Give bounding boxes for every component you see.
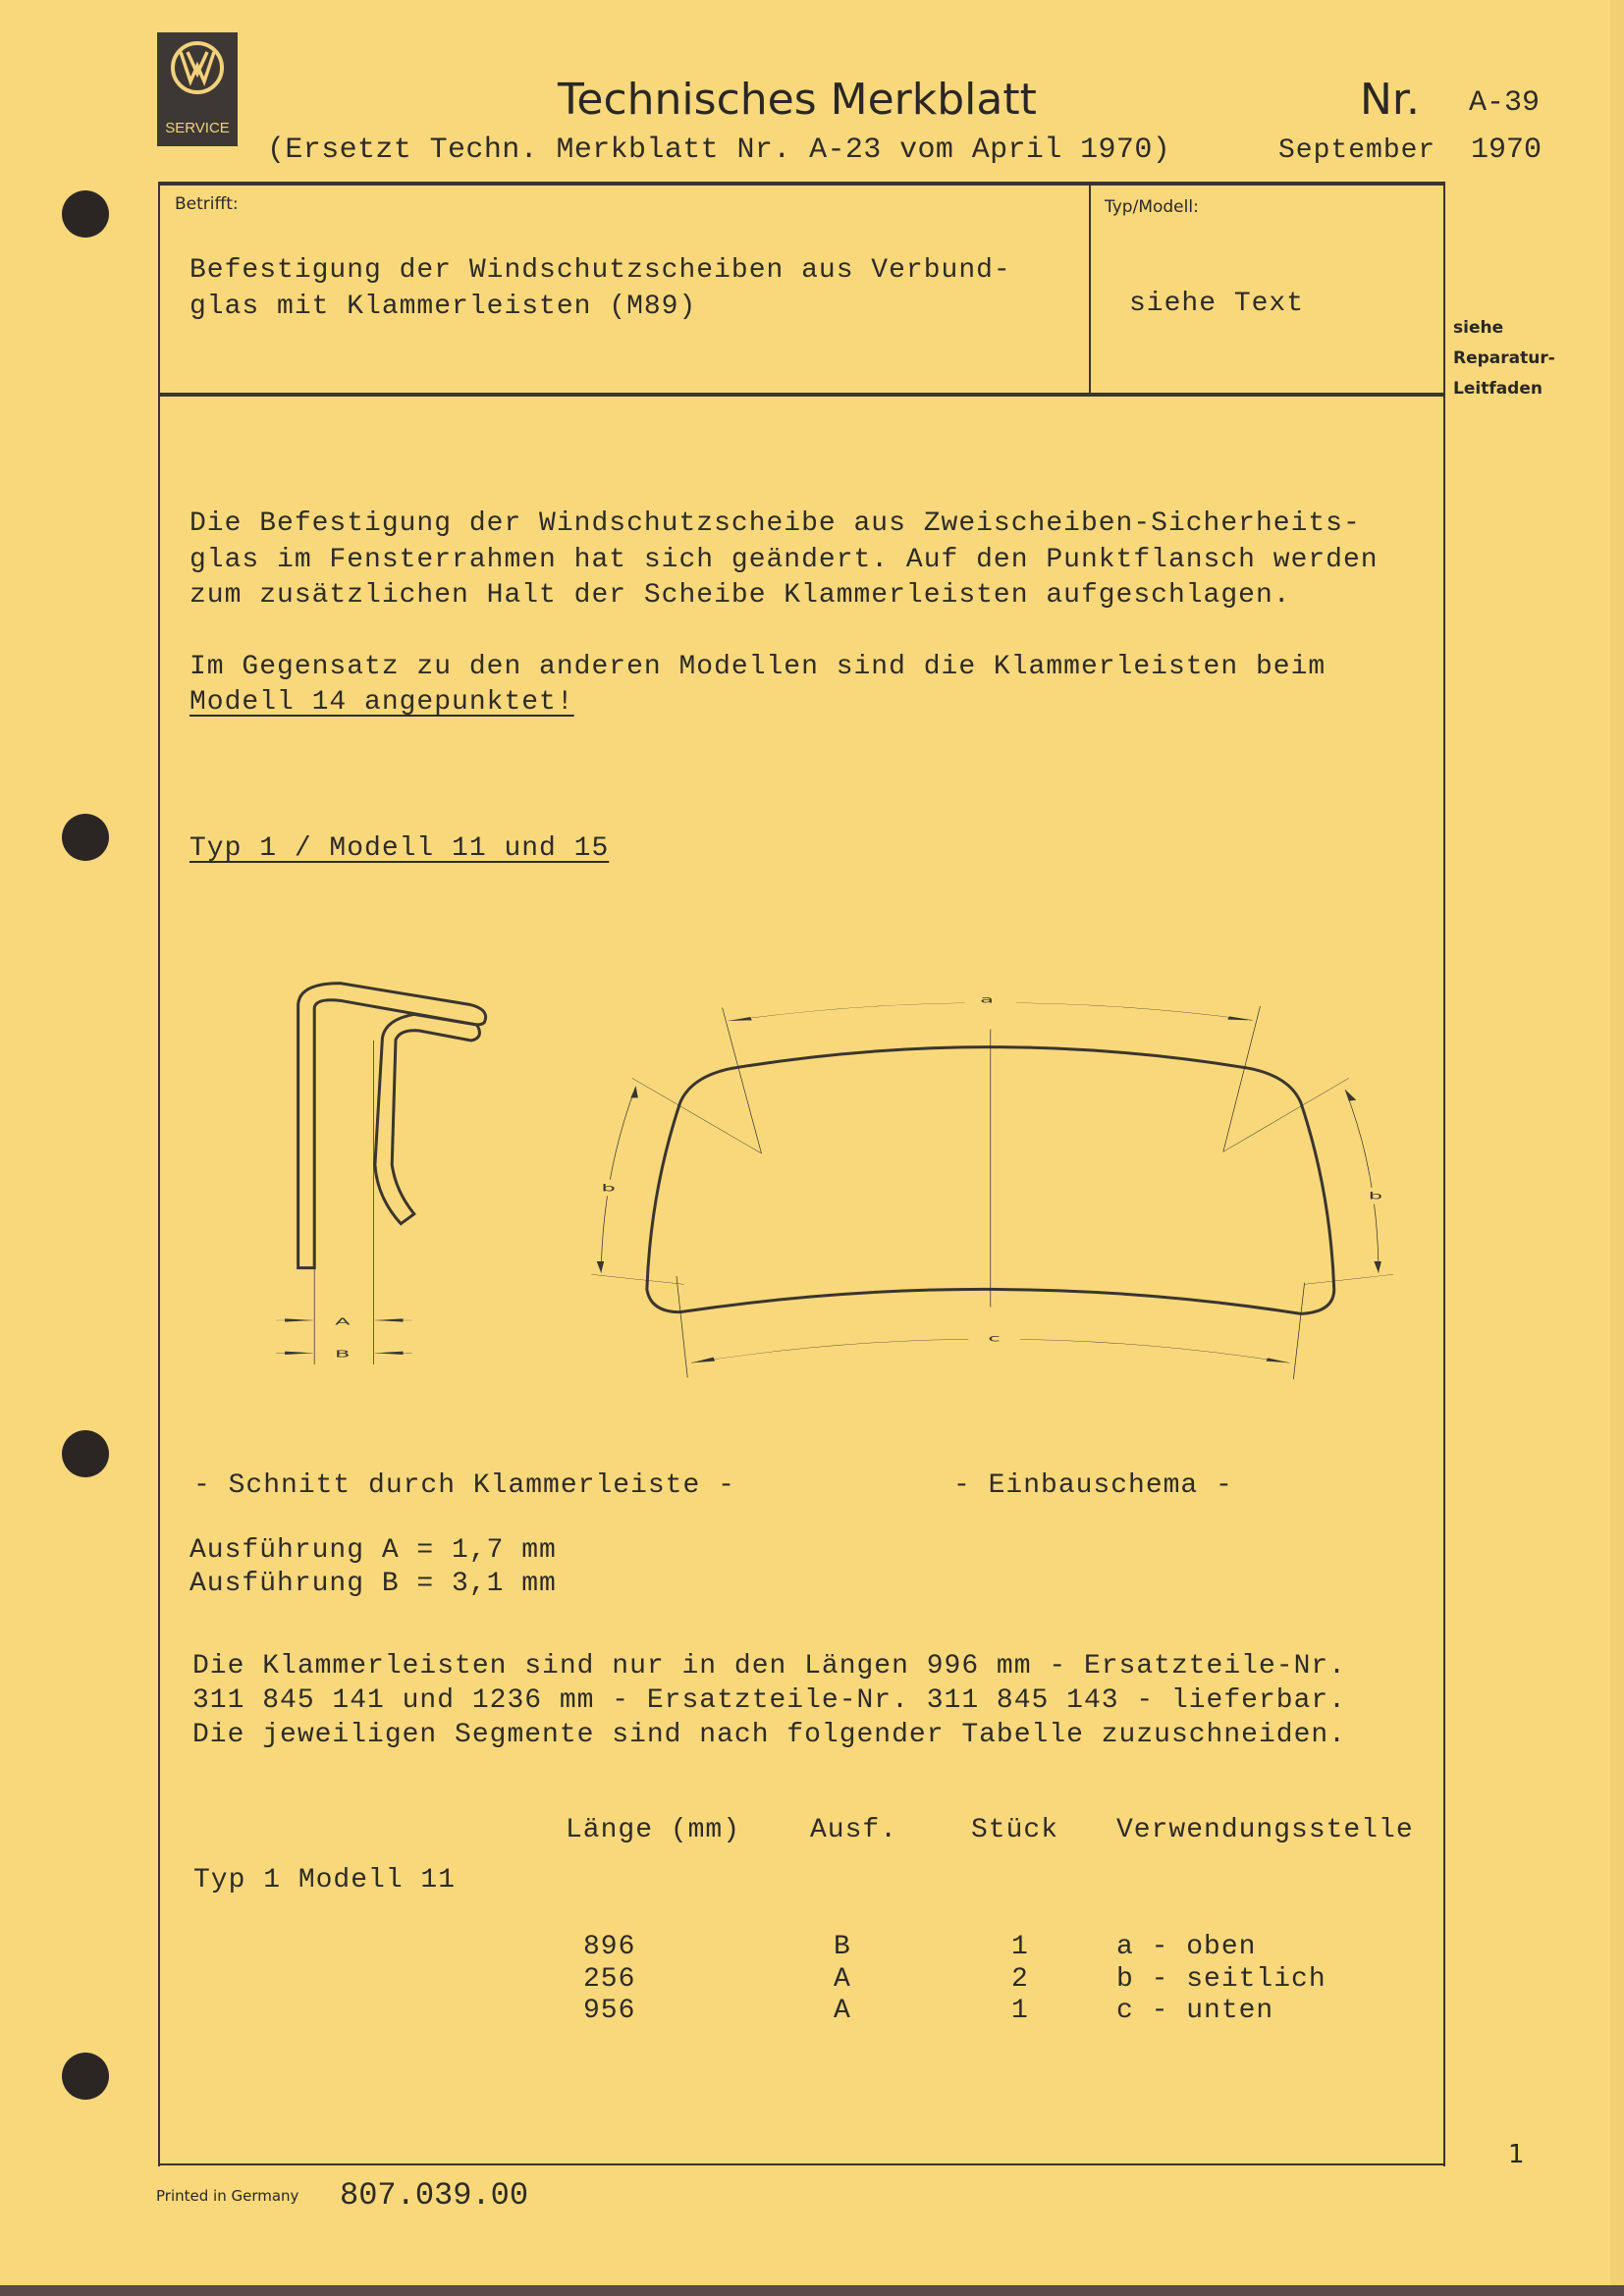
cell-variant: A — [834, 1964, 851, 1995]
divider — [158, 182, 1445, 186]
printed-note: Printed in Germany — [156, 2187, 299, 2205]
issue-year: 1970 — [1471, 133, 1543, 167]
paragraph-line: zum zusätzlichen Halt der Scheibe Klammerleisten aufgeschlagen. — [189, 580, 1291, 611]
side-note-line: siehe — [1453, 318, 1504, 338]
table-header: Länge (mm) — [566, 1815, 741, 1845]
document-number: A-39 — [1469, 86, 1541, 120]
punch-hole — [62, 1430, 109, 1477]
divider — [158, 393, 1445, 397]
table-header: Verwendungsstelle — [1116, 1815, 1414, 1845]
frame-right — [1443, 182, 1445, 2166]
subject-line: glas mit Klammerleisten (M89) — [189, 292, 697, 322]
page-number: 1 — [1508, 2140, 1525, 2169]
caption-installation: - Einbauschema - — [953, 1470, 1233, 1501]
punch-hole — [62, 2053, 109, 2100]
frame-left — [158, 182, 160, 2166]
paragraph-line: Im Gegensatz zu den anderen Modellen sind die Klammerleisten beim — [189, 652, 1326, 682]
side-note-line: Leitfaden — [1453, 379, 1543, 399]
nr-label: Nr. — [1360, 75, 1420, 125]
table-header: Stück — [971, 1815, 1059, 1845]
label-c: c — [988, 1333, 1001, 1345]
cell-count: 2 — [1011, 1964, 1029, 1995]
cell-variant: A — [834, 1996, 851, 2026]
cell-count: 1 — [1011, 1932, 1029, 1962]
label-b-right: b — [1368, 1191, 1383, 1202]
cell-location: b - seitlich — [1116, 1964, 1326, 1995]
form-code: 807.039.00 — [340, 2177, 529, 2214]
paragraph-line: Die Befestigung der Windschutzscheibe aus Zweischeiben-Sicherheits- — [189, 508, 1361, 539]
model-label: Typ/Modell: — [1105, 197, 1199, 217]
installation-diagram — [255, 962, 1414, 1394]
table-header: Ausf. — [810, 1815, 898, 1845]
cell-length: 256 — [583, 1964, 636, 1995]
variant-line: Ausführung A = 1,7 mm — [189, 1535, 557, 1566]
paragraph-line: Die jeweiligen Segmente sind nach folgender Tabelle zuzuschneiden. — [192, 1720, 1346, 1750]
issue-month: September — [1278, 135, 1436, 166]
windshield-dimension-lines — [591, 1002, 1393, 1379]
label-a: a — [980, 994, 994, 1006]
side-note-line: Reparatur- — [1453, 348, 1555, 368]
punch-hole — [62, 190, 109, 238]
subject-label: Betrifft: — [175, 194, 239, 214]
replaces-note: (Ersetzt Techn. Merkblatt Nr. A-23 vom April 1970) — [267, 133, 1171, 167]
box-divider — [1089, 182, 1091, 395]
vw-emblem-icon — [157, 32, 238, 111]
logo-label: SERVICE — [165, 120, 230, 136]
label-A: A — [335, 1315, 351, 1328]
frame-bottom — [158, 2163, 1445, 2165]
page-title: Technisches Merkblatt — [558, 75, 1037, 125]
section-heading: Typ 1 / Modell 11 und 15 — [189, 833, 610, 864]
table-group-label: Typ 1 Modell 11 — [193, 1865, 457, 1896]
vw-service-logo — [157, 32, 238, 146]
cell-variant: B — [834, 1932, 851, 1962]
subject-line: Befestigung der Windschutzscheiben aus Verbund- — [189, 255, 1011, 286]
label-B: B — [335, 1349, 351, 1361]
clip-profile-inner — [375, 1014, 480, 1223]
model-value: siehe Text — [1129, 289, 1305, 319]
paragraph-line-emphasis: Modell 14 angepunktet! — [189, 687, 574, 718]
cell-length: 896 — [583, 1932, 636, 1962]
caption-cross-section: - Schnitt durch Klammerleiste - — [193, 1470, 735, 1501]
paragraph-line: Die Klammerleisten sind nur in den Längen 996 mm - Ersatzteile-Nr. — [192, 1651, 1346, 1682]
variant-line: Ausführung B = 3,1 mm — [189, 1569, 557, 1599]
cell-count: 1 — [1011, 1996, 1029, 2026]
paragraph-line: glas im Fensterrahmen hat sich geändert. Auf den Punktflansch werden — [189, 545, 1379, 575]
cell-length: 956 — [583, 1996, 636, 2026]
paragraph-line: 311 845 141 und 1236 mm - Ersatzteile-Nr. 311 845 143 - lieferbar. — [192, 1685, 1346, 1716]
cell-location: c - unten — [1116, 1996, 1274, 2026]
label-b-left: b — [601, 1182, 616, 1195]
scan-background — [0, 2285, 1624, 2296]
cell-location: a - oben — [1116, 1932, 1257, 1962]
punch-hole — [62, 814, 109, 861]
